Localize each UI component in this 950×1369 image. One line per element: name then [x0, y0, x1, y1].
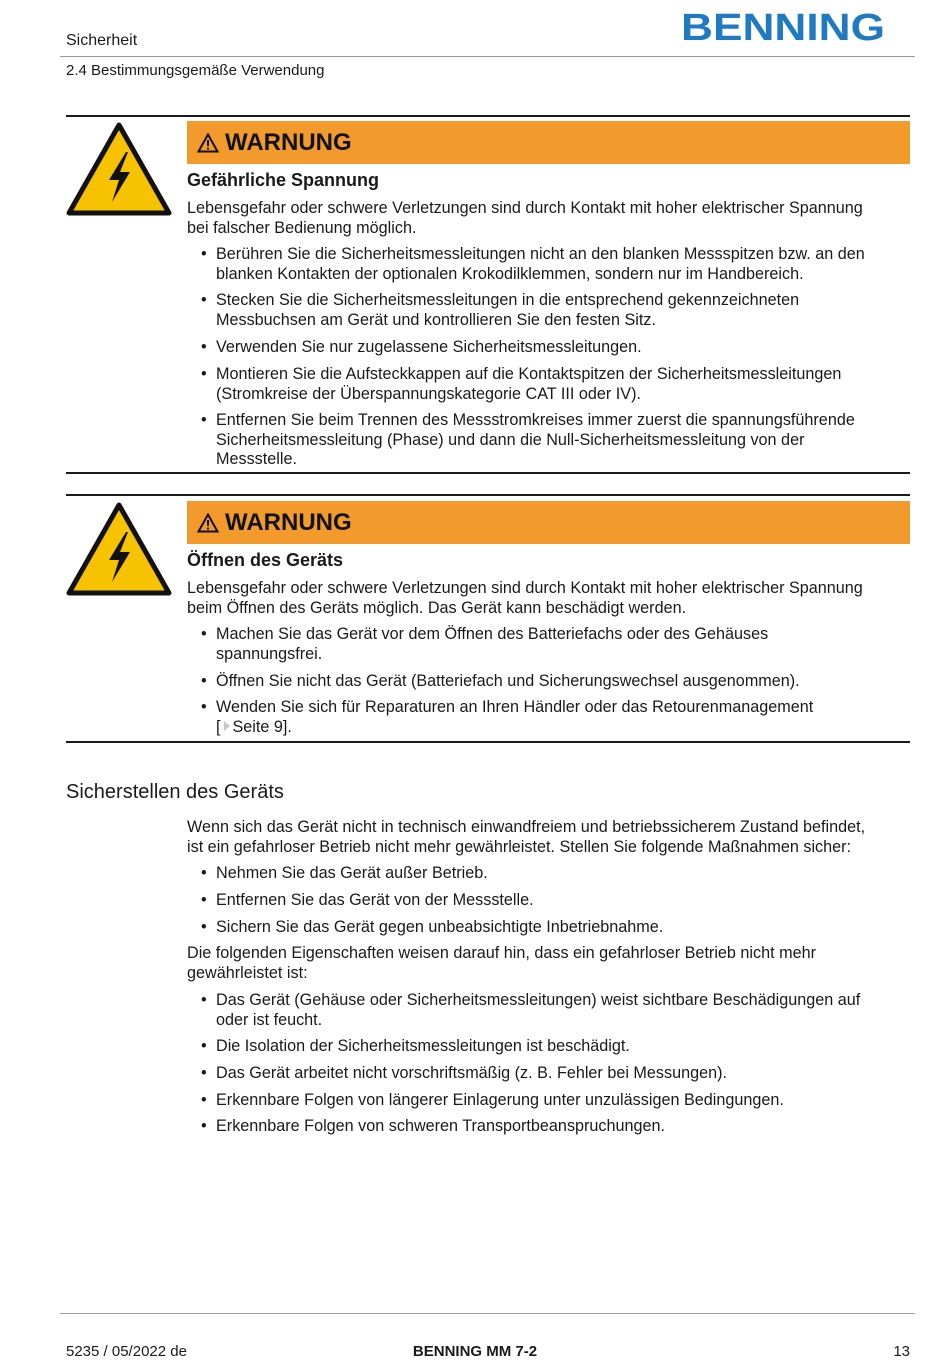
footer-divider — [60, 1313, 915, 1314]
list-item: • Stecken Sie die Sicherheitsmessleitungen in die entsprechend gekennzeichneten Messbuchsen am Gerät und kontrollieren Sie den festen Sitz. — [201, 291, 800, 329]
list-item: • Erkennbare Folgen von schweren Transportbeanspruchungen. — [201, 1117, 666, 1135]
list-item: • Das Gerät (Gehäuse oder Sicherheitsmessleitungen) weist sichtbare Beschädigungen auf oder ist feucht. — [201, 991, 861, 1029]
warning-label: WARNUNG — [225, 508, 352, 536]
warning-intro: Lebensgefahr oder schwere Verletzungen sind durch Kontakt mit hoher elektrischer Spannung bei falscher Bedienung möglich. — [187, 199, 863, 237]
warning-triangle-icon — [197, 513, 219, 533]
warning-bottom-rule — [66, 472, 910, 474]
high-voltage-hazard-icon — [66, 122, 172, 216]
warning-bottom-rule — [66, 741, 910, 743]
section-title: Sicherstellen des Geräts — [66, 781, 284, 803]
warning-top-rule — [66, 115, 910, 117]
warning-header — [187, 501, 910, 544]
section-paragraph: Die folgenden Eigenschaften weisen darauf hin, dass ein gefahrloser Betrieb nicht mehr gewährleistet ist: — [187, 944, 816, 982]
logo-text: BENNING — [681, 9, 885, 45]
list-item: • Entfernen Sie das Gerät von der Messstelle. — [201, 891, 534, 909]
benning-logo — [680, 9, 886, 45]
header-subsection: 2.4 Bestimmungsgemäße Verwendung — [66, 62, 325, 79]
page-number: 13 — [893, 1343, 910, 1360]
warning-header — [187, 121, 910, 164]
list-item: • Erkennbare Folgen von längerer Einlagerung unter unzulässigen Bedingungen. — [201, 1091, 784, 1109]
warning-label: WARNUNG — [225, 128, 352, 156]
product-name: BENNING MM 7-2 — [412, 1343, 538, 1360]
list-item: • Montieren Sie die Aufsteckkappen auf die Kontaktspitzen der Sicherheitsmessleitungen (Stromkreise der Überspannungskategorie CAT III oder IV). — [201, 365, 842, 403]
list-item: • Die Isolation der Sicherheitsmessleitungen ist beschädigt. — [201, 1037, 630, 1055]
list-item: • Öffnen Sie nicht das Gerät (Batteriefach und Sicherungswechsel ausgenommen). — [201, 672, 800, 690]
list-item: • Sichern Sie das Gerät gegen unbeabsichtigte Inbetriebnahme. — [201, 918, 664, 936]
warning-title: Öffnen des Geräts — [187, 550, 344, 570]
warning-intro: Lebensgefahr oder schwere Verletzungen sind durch Kontakt mit hoher elektrischer Spannung beim Öffnen des Geräts möglich. Das Gerät kann beschädigt werden. — [187, 579, 863, 617]
page-reference-link[interactable]: Seite 9 — [232, 717, 283, 736]
link-arrow-icon — [224, 721, 230, 731]
high-voltage-hazard-icon — [66, 502, 172, 596]
list-item: • Verwenden Sie nur zugelassene Sicherheitsmessleitungen. — [201, 338, 642, 356]
header-divider — [60, 56, 915, 57]
list-item: • Machen Sie das Gerät vor dem Öffnen des Batteriefachs oder des Gehäuses spannungsfrei. — [201, 625, 769, 663]
section-paragraph: Wenn sich das Gerät nicht in technisch einwandfreiem und betriebssicherem Zustand befindet, ist ein gefahrloser Betrieb nicht mehr gewährleistet. Stellen Sie folgende Maßnahmen sicher: — [187, 818, 866, 856]
warning-top-rule — [66, 494, 910, 496]
warning-triangle-icon — [197, 133, 219, 153]
list-item: • Berühren Sie die Sicherheitsmessleitungen nicht an den blanken Messspitzen bzw. an den blanken Kontakten der optionalen Krokodilklemmen, sondern nur im Handbereich. — [201, 245, 865, 283]
header-section-title: Sicherheit — [66, 32, 138, 49]
document-number: 5235 / 05/2022 de — [66, 1343, 187, 1360]
list-item: • Nehmen Sie das Gerät außer Betrieb. — [201, 864, 488, 882]
list-item: • Entfernen Sie beim Trennen des Messstromkreises immer zuerst die spannungsführende Sicherheitsmessleitung (Phase) und dann die Null-Sicherheitsmessleitung von der Messstelle. — [201, 411, 855, 468]
list-item: • Das Gerät arbeitet nicht vorschriftsmäßig (z. B. Fehler bei Messungen). — [201, 1064, 727, 1082]
warning-title: Gefährliche Spannung — [187, 170, 380, 190]
list-item: • Wenden Sie sich für Reparaturen an Ihren Händler oder das Retourenmanagement [ Seite 9]. — [201, 698, 814, 736]
